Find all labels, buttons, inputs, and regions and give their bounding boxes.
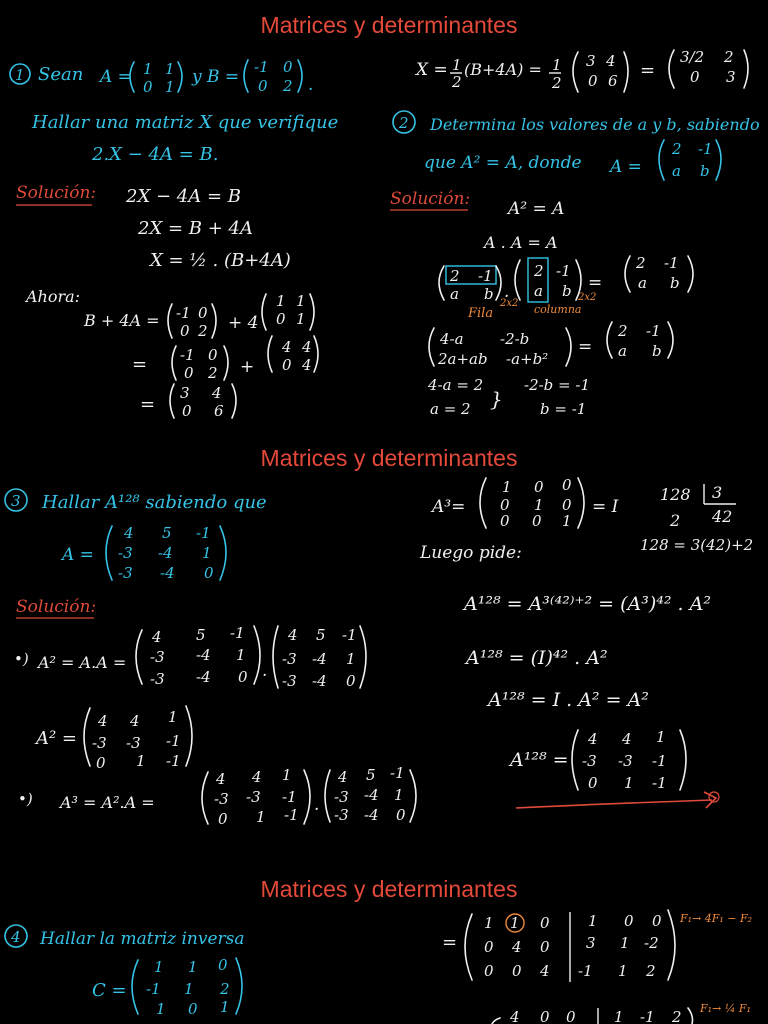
- svg-text:+ 4: + 4: [228, 313, 259, 333]
- svg-text:0: 0: [238, 668, 248, 686]
- svg-text:0: 0: [96, 754, 106, 772]
- svg-text:0: 0: [540, 914, 550, 932]
- svg-text:-4: -4: [196, 668, 211, 686]
- svg-text:-4: -4: [158, 544, 173, 562]
- svg-text:0: 0: [346, 672, 356, 690]
- svg-text:b: b: [652, 342, 662, 360]
- svg-text:4: 4: [282, 338, 292, 356]
- svg-text:b: b: [562, 282, 572, 300]
- svg-text:-1: -1: [698, 140, 713, 158]
- svg-text:1: 1: [282, 766, 292, 784]
- svg-text:1: 1: [165, 78, 175, 96]
- svg-text:+: +: [240, 357, 255, 377]
- svg-text:-3: -3: [92, 734, 107, 752]
- svg-text:0: 0: [218, 810, 228, 828]
- svg-text:4: 4: [11, 928, 21, 946]
- svg-text:0: 0: [562, 476, 572, 494]
- svg-text:1: 1: [296, 292, 306, 310]
- svg-text:2: 2: [636, 254, 646, 272]
- svg-text:-2: -2: [644, 934, 659, 952]
- svg-text:-1: -1: [166, 732, 181, 750]
- svg-text:-3: -3: [214, 790, 229, 808]
- svg-text:0: 0: [283, 58, 293, 76]
- svg-text:-3: -3: [582, 752, 597, 770]
- svg-text:-1: -1: [640, 1008, 655, 1024]
- svg-text:0: 0: [624, 912, 634, 930]
- exercise-1-result: [414, 48, 748, 92]
- svg-text:5: 5: [162, 524, 172, 542]
- svg-text:0: 0: [258, 77, 268, 95]
- svg-text:A³ = A².A =: A³ = A².A =: [60, 793, 155, 812]
- svg-text:1: 1: [502, 478, 512, 496]
- svg-text:0: 0: [566, 1008, 576, 1024]
- svg-text:2: 2: [672, 1008, 682, 1024]
- svg-text:1: 1: [156, 1000, 166, 1018]
- svg-text:0: 0: [180, 322, 190, 340]
- svg-text:3: 3: [712, 483, 723, 502]
- svg-text:0: 0: [500, 496, 510, 514]
- svg-text:columna: columna: [534, 303, 582, 316]
- svg-text:0: 0: [276, 310, 286, 328]
- svg-text:-1: -1: [230, 624, 245, 642]
- svg-text:5: 5: [196, 626, 206, 644]
- svg-text:=: =: [588, 273, 603, 293]
- svg-text:b = -1: b = -1: [540, 400, 587, 418]
- exercise-3-result: [419, 476, 753, 808]
- page-title-2: Matrices y determinantes: [260, 445, 518, 471]
- svg-text:1: 1: [236, 646, 246, 664]
- svg-text:4: 4: [152, 628, 162, 646]
- svg-text:2: 2: [670, 511, 681, 530]
- svg-text:1: 1: [168, 708, 178, 726]
- svg-text:2: 2: [220, 980, 230, 998]
- svg-text:0: 0: [143, 78, 153, 96]
- svg-text:2: 2: [672, 140, 682, 158]
- page-title-3: Matrices y determinantes: [260, 876, 518, 902]
- svg-text:4: 4: [338, 768, 348, 786]
- svg-text:a: a: [618, 342, 627, 360]
- svg-text:B + 4A =: B + 4A =: [84, 311, 160, 330]
- svg-text:2: 2: [208, 364, 218, 382]
- svg-text:-a+b²: -a+b²: [506, 350, 549, 368]
- svg-text:-1: -1: [284, 806, 299, 824]
- svg-text:4: 4: [212, 384, 222, 402]
- page-title-1: Matrices y determinantes: [260, 12, 518, 38]
- svg-text:X = ½ . (B+4A): X = ½ . (B+4A): [150, 250, 291, 271]
- svg-text:-3: -3: [334, 806, 349, 824]
- svg-text:1: 1: [184, 980, 194, 998]
- svg-text:2X − 4A = B: 2X − 4A = B: [126, 186, 241, 207]
- svg-text:2: 2: [618, 322, 628, 340]
- svg-text:2x2: 2x2: [500, 298, 519, 309]
- svg-text:0: 0: [500, 512, 510, 530]
- svg-text:2: 2: [452, 73, 462, 91]
- exercise-2: [390, 111, 760, 418]
- svg-text:=: =: [640, 60, 656, 81]
- svg-text:=: =: [140, 394, 156, 415]
- svg-text:4: 4: [130, 712, 140, 730]
- svg-text:}: }: [490, 387, 503, 411]
- svg-text:1: 1: [202, 544, 212, 562]
- svg-text:4: 4: [216, 770, 226, 788]
- svg-text:A =: A =: [100, 67, 132, 87]
- svg-text:A . A = A: A . A = A: [484, 233, 558, 252]
- svg-text:0: 0: [652, 912, 662, 930]
- svg-text:3: 3: [726, 68, 736, 86]
- svg-text:-1: -1: [180, 346, 195, 364]
- svg-text:que A² = A, donde: que A² = A, donde: [424, 153, 582, 173]
- svg-text:-1: -1: [556, 262, 571, 280]
- svg-text:0: 0: [182, 402, 192, 420]
- svg-text:2: 2: [450, 267, 460, 285]
- svg-text:2: 2: [283, 77, 293, 95]
- svg-text:.: .: [262, 661, 268, 681]
- svg-text:-4: -4: [312, 650, 327, 668]
- svg-text:A =: A =: [610, 157, 642, 177]
- svg-text:-1: -1: [176, 304, 191, 322]
- svg-text:1: 1: [484, 914, 494, 932]
- svg-text:0: 0: [396, 806, 406, 824]
- svg-text:1: 1: [296, 310, 306, 328]
- svg-text:-1: -1: [196, 524, 211, 542]
- svg-text:0: 0: [484, 962, 494, 980]
- svg-text:4-a: 4-a: [440, 330, 464, 348]
- svg-text:4: 4: [540, 962, 550, 980]
- svg-text:4: 4: [512, 938, 522, 956]
- svg-text:•): •): [14, 650, 29, 668]
- svg-text:-2-b: -2-b: [500, 330, 530, 348]
- svg-text:0: 0: [588, 72, 598, 90]
- svg-text:6: 6: [214, 402, 224, 420]
- svg-text:-4: -4: [312, 672, 327, 690]
- svg-text:A² = A.A =: A² = A.A =: [38, 653, 127, 672]
- svg-text:Ahora:: Ahora:: [26, 287, 81, 306]
- exercise-2-prompt: Determina los valores de a y b, sabiendo: [430, 115, 760, 134]
- svg-text:1: 1: [143, 60, 153, 78]
- svg-text:42: 42: [712, 507, 733, 526]
- solution-label-1: Solución:: [16, 183, 97, 203]
- svg-text:0: 0: [282, 356, 292, 374]
- svg-text:Luego pide:: Luego pide:: [420, 543, 522, 563]
- svg-text:-3: -3: [282, 650, 297, 668]
- svg-text:1: 1: [656, 728, 666, 746]
- svg-text:128: 128: [660, 485, 691, 504]
- svg-text:-1: -1: [282, 788, 297, 806]
- svg-text:0: 0: [184, 364, 194, 382]
- svg-text:a: a: [672, 162, 681, 180]
- svg-text:-4: -4: [364, 786, 379, 804]
- exercise-1-equation: 2.X − 4A = B.: [92, 144, 219, 165]
- exercise-4-prompt: Hallar la matriz inversa: [40, 929, 245, 949]
- svg-text:Fila: Fila: [468, 306, 494, 321]
- svg-text:5: 5: [366, 766, 376, 784]
- svg-text:-3: -3: [618, 752, 633, 770]
- svg-text:=: =: [132, 354, 148, 375]
- svg-text:4: 4: [98, 712, 108, 730]
- svg-text:-1: -1: [390, 764, 405, 782]
- svg-text:4: 4: [288, 626, 298, 644]
- svg-text:y B =: y B =: [192, 67, 240, 87]
- svg-text:4: 4: [588, 730, 598, 748]
- svg-text:A =: A =: [62, 545, 94, 565]
- svg-text:4: 4: [606, 52, 616, 70]
- svg-text:2x2: 2x2: [578, 292, 597, 303]
- svg-text:1: 1: [136, 752, 146, 770]
- svg-text:0: 0: [188, 1000, 198, 1018]
- svg-text:A¹²⁸ = I . A² = A²: A¹²⁸ = I . A² = A²: [488, 689, 649, 711]
- svg-text:=: =: [442, 932, 458, 953]
- svg-text:-2-b = -1: -2-b = -1: [524, 376, 590, 394]
- svg-text:-3: -3: [334, 788, 349, 806]
- svg-text:b: b: [700, 162, 710, 180]
- svg-text:1: 1: [394, 786, 404, 804]
- svg-text:A² = A: A² = A: [508, 199, 565, 219]
- svg-text:0: 0: [690, 68, 700, 86]
- svg-text:A¹²⁸ =: A¹²⁸ =: [510, 749, 569, 771]
- row-operation-2: F₁→ ¼ F₁: [700, 1002, 751, 1015]
- exercise-4-augmented: [442, 910, 752, 1024]
- svg-text:4: 4: [510, 1008, 520, 1024]
- svg-text:A¹²⁸ = A³⁽⁴²⁾⁺² = (A³)⁴² . A²: A¹²⁸ = A³⁽⁴²⁾⁺² = (A³)⁴² . A²: [464, 593, 711, 615]
- svg-text:2: 2: [534, 262, 544, 280]
- svg-text:1: 1: [452, 56, 462, 74]
- svg-text:2: 2: [724, 48, 734, 66]
- svg-text:-4: -4: [160, 564, 175, 582]
- svg-text:2: 2: [552, 74, 562, 92]
- exercise-4: [5, 925, 245, 1018]
- svg-text:A³=: A³=: [432, 497, 466, 517]
- svg-text:b: b: [670, 274, 680, 292]
- svg-text:-1: -1: [578, 962, 593, 980]
- exercise-3: [5, 489, 416, 828]
- svg-text:-3: -3: [118, 544, 133, 562]
- svg-text:-3: -3: [118, 564, 133, 582]
- svg-text:.: .: [504, 282, 510, 302]
- exercise-number: 1: [15, 66, 25, 84]
- svg-text:A² =: A² =: [36, 728, 78, 749]
- exercise-1: [10, 58, 338, 420]
- svg-text:2X = B + 4A: 2X = B + 4A: [138, 218, 253, 239]
- svg-text:C =: C =: [92, 980, 127, 1001]
- svg-text:(B+4A) =: (B+4A) =: [464, 60, 542, 79]
- exercise-1-intro: Sean: [38, 64, 84, 85]
- svg-text:= I: = I: [592, 497, 619, 517]
- svg-text:1: 1: [614, 1008, 624, 1024]
- underline-arrow: [516, 800, 712, 808]
- svg-text:-1: -1: [254, 58, 269, 76]
- svg-text:0: 0: [204, 564, 214, 582]
- svg-text:4: 4: [302, 338, 312, 356]
- svg-text:6: 6: [608, 72, 618, 90]
- svg-text:3: 3: [11, 492, 21, 510]
- svg-text:2: 2: [646, 962, 656, 980]
- svg-text:-1: -1: [146, 980, 161, 998]
- svg-text:1: 1: [220, 998, 230, 1016]
- svg-text:.: .: [314, 795, 320, 815]
- svg-text:-1: -1: [664, 254, 679, 272]
- svg-text:-3: -3: [150, 648, 165, 666]
- svg-text:0: 0: [534, 478, 544, 496]
- svg-text:0: 0: [208, 346, 218, 364]
- svg-text:4: 4: [302, 356, 312, 374]
- svg-text:1: 1: [620, 934, 630, 952]
- svg-text:A¹²⁸ = (I)⁴² . A²: A¹²⁸ = (I)⁴² . A²: [466, 647, 608, 669]
- svg-text:a = 2: a = 2: [430, 400, 471, 418]
- svg-text:0: 0: [532, 512, 542, 530]
- svg-text:-1: -1: [652, 774, 667, 792]
- svg-text:4: 4: [124, 524, 134, 542]
- svg-text:1: 1: [154, 958, 164, 976]
- svg-text:1: 1: [552, 56, 562, 74]
- svg-text:-1: -1: [342, 626, 357, 644]
- svg-text:a: a: [638, 274, 647, 292]
- svg-text:4: 4: [252, 768, 262, 786]
- svg-text:.: .: [308, 75, 314, 95]
- svg-text:0: 0: [540, 938, 550, 956]
- svg-text:a: a: [534, 282, 543, 300]
- row-operation-1: F₁→ 4F₁ − F₂: [680, 912, 753, 925]
- svg-text:3/2: 3/2: [680, 48, 705, 66]
- svg-text:2: 2: [399, 114, 409, 132]
- svg-text:0: 0: [562, 496, 572, 514]
- svg-text:1: 1: [256, 808, 266, 826]
- svg-text:1: 1: [562, 512, 572, 530]
- svg-text:a: a: [450, 285, 459, 303]
- svg-text:Solución:: Solución:: [16, 597, 97, 617]
- svg-text:1: 1: [624, 774, 634, 792]
- svg-text:3: 3: [180, 384, 190, 402]
- svg-text:1: 1: [534, 496, 544, 514]
- svg-text:-1: -1: [478, 267, 493, 285]
- svg-text:-1: -1: [652, 752, 667, 770]
- svg-text:-3: -3: [150, 670, 165, 688]
- svg-text:-3: -3: [246, 788, 261, 806]
- svg-text:0: 0: [484, 938, 494, 956]
- svg-text:1: 1: [510, 914, 520, 932]
- svg-text:2: 2: [198, 322, 208, 340]
- svg-text:1: 1: [346, 650, 356, 668]
- svg-text:-1: -1: [646, 322, 661, 340]
- svg-text:-4: -4: [364, 806, 379, 824]
- svg-text:Solución:: Solución:: [390, 189, 471, 209]
- svg-text:-3: -3: [282, 672, 297, 690]
- svg-text:0: 0: [198, 304, 208, 322]
- svg-text:-3: -3: [126, 734, 141, 752]
- svg-text:2a+ab: 2a+ab: [438, 350, 488, 368]
- svg-text:b: b: [484, 285, 494, 303]
- svg-text:=: =: [578, 337, 593, 357]
- svg-text:1: 1: [188, 958, 198, 976]
- svg-text:1: 1: [588, 912, 598, 930]
- svg-text:•): •): [18, 790, 33, 808]
- svg-text:0: 0: [588, 774, 598, 792]
- svg-text:1: 1: [165, 60, 175, 78]
- svg-text:1: 1: [618, 962, 628, 980]
- svg-text:-4: -4: [196, 646, 211, 664]
- svg-text:3: 3: [586, 934, 596, 952]
- exercise-3-prompt: Hallar A¹²⁸ sabiendo que: [42, 492, 267, 513]
- svg-text:1: 1: [276, 292, 286, 310]
- svg-text:0: 0: [218, 956, 228, 974]
- svg-text:4: 4: [622, 730, 632, 748]
- exercise-1-prompt: Hallar una matriz X que verifique: [32, 112, 339, 133]
- svg-text:-1: -1: [166, 752, 181, 770]
- svg-text:4-a = 2: 4-a = 2: [428, 376, 484, 394]
- svg-text:5: 5: [316, 626, 326, 644]
- svg-text:0: 0: [512, 962, 522, 980]
- svg-text:128 = 3(42)+2: 128 = 3(42)+2: [640, 536, 754, 554]
- svg-text:X =: X =: [416, 60, 448, 80]
- svg-text:0: 0: [540, 1008, 550, 1024]
- svg-text:3: 3: [586, 52, 596, 70]
